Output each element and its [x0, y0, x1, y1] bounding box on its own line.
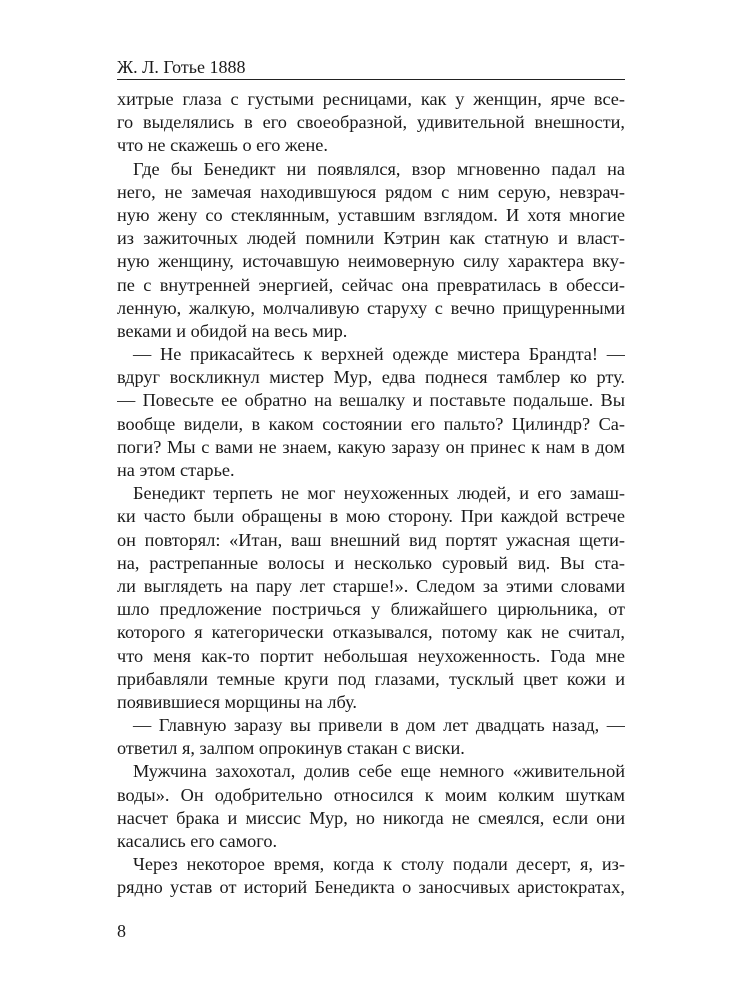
- text-line: ленную, жалкую, молчаливую старуху с вечно прищуренными: [117, 297, 625, 318]
- text-line: — Главную заразу вы привели в дом лет двадцать назад, —: [133, 715, 625, 736]
- text-line: рядно устав от историй Бенедикта о заносчивых аристократах,: [117, 877, 625, 898]
- page-number: 8: [117, 921, 126, 941]
- running-title: Ж. Л. Готье 1888: [117, 57, 246, 77]
- text-line: веками и обидой на весь мир.: [117, 320, 348, 341]
- text-line: насчет брака и миссис Мур, но никогда не смеялся, если они: [117, 807, 625, 828]
- text-line: го выделялись в его своеобразной, удивительной внешности,: [117, 112, 625, 133]
- text-line: он повторял: «Итан, ваш внешний вид портят ужасная щети-: [117, 529, 625, 550]
- text-line: что не скажешь о его жене.: [117, 135, 328, 156]
- text-line: ную жену со стеклянным, уставшим взглядом. И хотя многие: [117, 204, 625, 225]
- text-line: ки часто были обращены в мою сторону. При каждой встрече: [117, 506, 625, 527]
- text-line: него, не замечая находившуюся рядом с ним серую, невзрач-: [117, 181, 625, 202]
- text-line: хитрые глаза с густыми ресницами, как у женщин, ярче все-: [117, 89, 625, 109]
- text-line: из зажиточных людей помнили Кэтрин как статную и власт-: [117, 228, 625, 249]
- text-line: ответил я, залпом опрокинув стакан с виски.: [117, 738, 465, 759]
- text-line: что меня как-то портит небольшая неухоженность. Года мне: [117, 645, 625, 666]
- text-line: воды». Он одобрительно относился к моим колким шуткам: [117, 784, 625, 805]
- text-line: на, растрепанные волосы и несколько суровый вид. Вы ста-: [117, 552, 625, 573]
- text-line: вообще видели, в каком состоянии его пальто? Цилиндр? Са-: [117, 413, 625, 434]
- body-text: [117, 88, 625, 900]
- text-line: появившиеся морщины на лбу.: [117, 691, 357, 712]
- text-line: пе с внутренней энергией, сейчас она превратилась в обесси-: [117, 274, 625, 295]
- text-line: на этом старье.: [117, 460, 235, 480]
- text-line: Где бы Бенедикт ни появлялся, взор мгновенно падал на: [133, 158, 625, 179]
- text-line: поги? Мы с вами не знаем, какую заразу он принес к нам в дом: [117, 436, 625, 457]
- running-head: [117, 54, 625, 80]
- text-line: — Повесьте ее обратно на вешалку и поставьте подальше. Вы: [117, 390, 625, 411]
- text-line: шло предложение постричься у ближайшего цирюльника, от: [117, 599, 625, 620]
- text-line: ную женщину, источавшую неимоверную силу характера вку-: [117, 251, 625, 272]
- text-line: ли выглядеть на пару лет старше!». Следом за этими словами: [117, 575, 625, 596]
- text-line: вдруг воскликнул мистер Мур, едва поднеся тамблер ко рту.: [117, 367, 625, 388]
- text-line: Бенедикт терпеть не мог неухоженных людей, и его замаш-: [133, 483, 625, 504]
- text-line: Через некоторое время, когда к столу подали десерт, я, из-: [133, 854, 625, 875]
- text-line: которого я категорически отказывался, потому как не считал,: [117, 622, 625, 643]
- text-line: прибавляли темные круги под глазами, тусклый цвет кожи и: [117, 668, 625, 689]
- text-line: Мужчина захохотал, долив себе еще немного «живительной: [133, 761, 625, 782]
- text-line: — Не прикасайтесь к верхней одежде мистера Брандта! —: [133, 344, 625, 365]
- text-line: касались его самого.: [117, 831, 278, 851]
